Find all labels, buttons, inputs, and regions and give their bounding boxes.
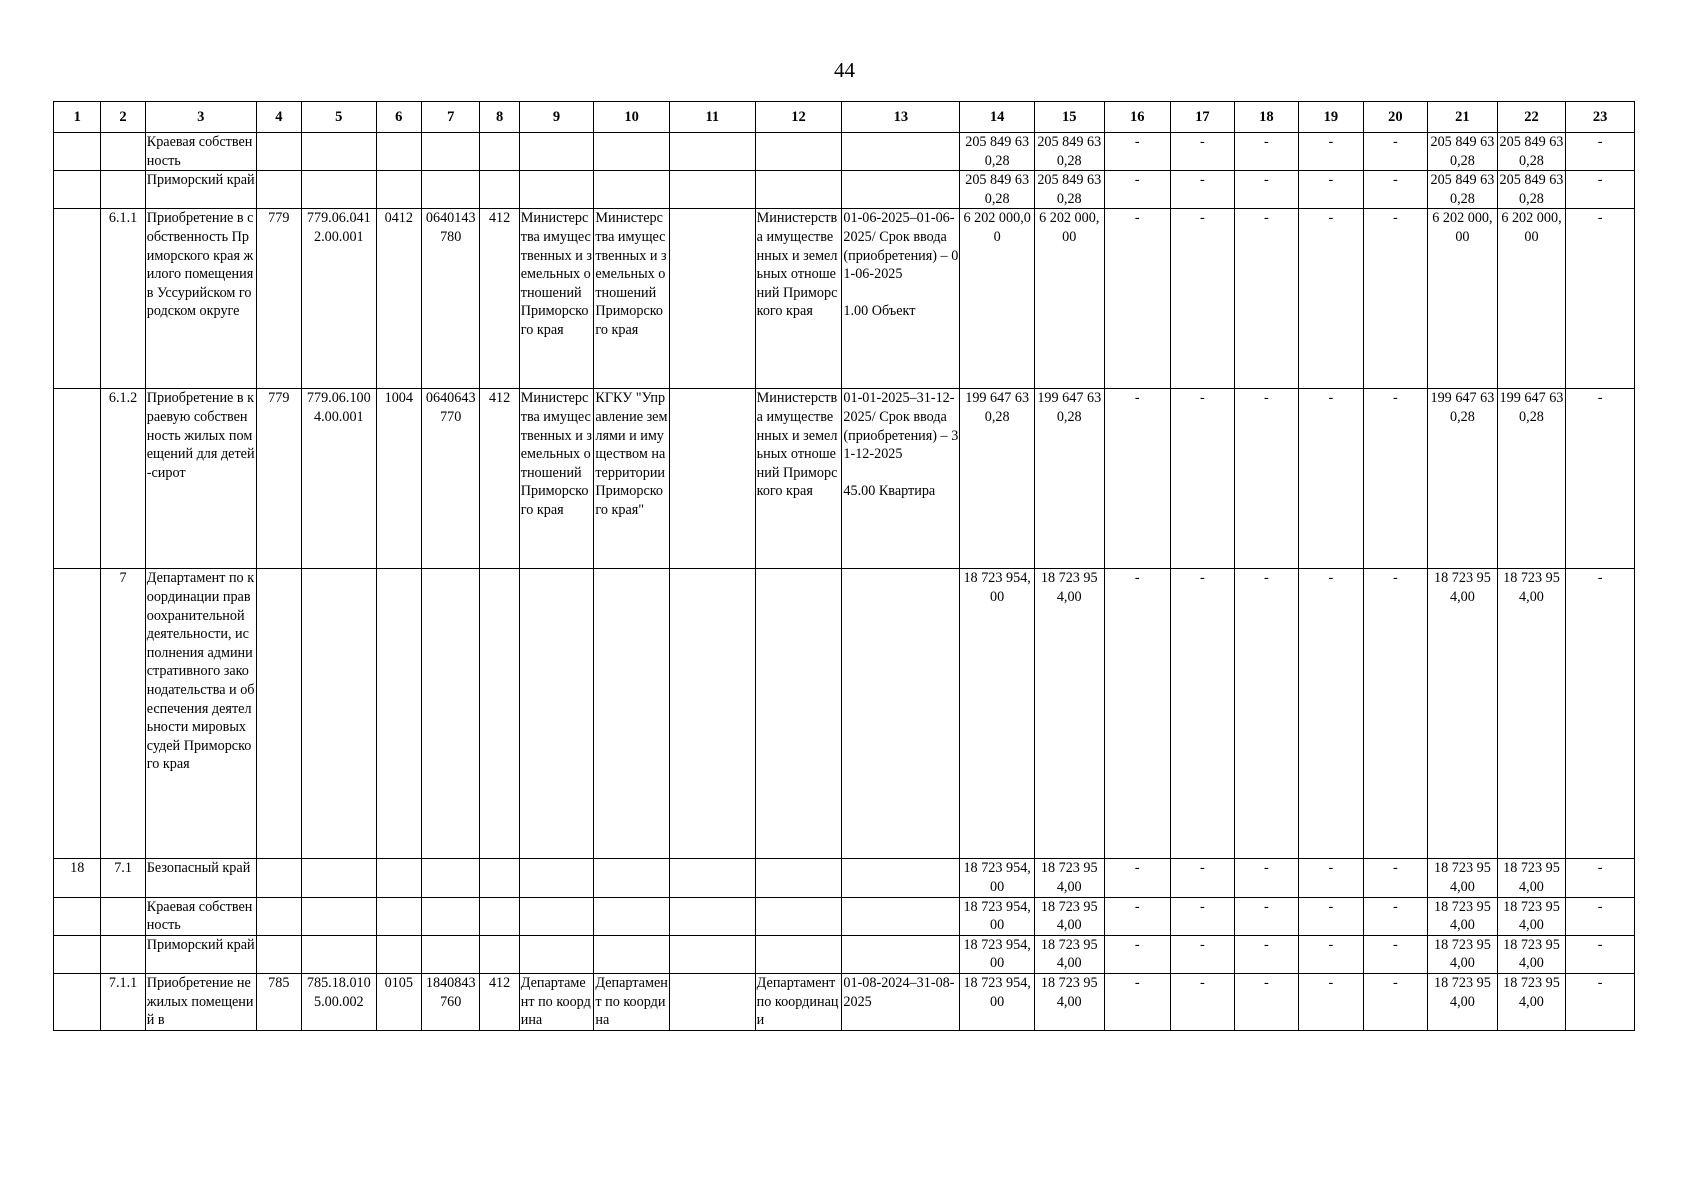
table-cell: 18 723 954,00 [1034,973,1104,1030]
table-cell: - [1363,389,1428,569]
column-header: 2 [101,102,145,133]
column-header: 6 [376,102,421,133]
table-cell [594,133,670,171]
table-cell: 6 202 000,00 [1497,209,1566,389]
table-cell [256,935,301,973]
column-header: 11 [669,102,755,133]
table-cell: 18 723 954,00 [1428,569,1498,859]
table-cell: 0640143780 [421,209,479,389]
table-cell [669,859,755,897]
table-cell: - [1234,133,1299,171]
table-cell: - [1234,569,1299,859]
table-cell [302,171,377,209]
table-cell [480,897,519,935]
column-header: 10 [594,102,670,133]
table-cell: Департамент по координа [594,973,670,1030]
table-cell [594,935,670,973]
table-cell [480,171,519,209]
table-cell [101,171,145,209]
table-cell [755,935,842,973]
header-row [54,102,1635,133]
table-cell [480,133,519,171]
table-cell: 779.06.1004.00.001 [302,389,377,569]
table-cell: 01-01-2025–31-12-2025/ Срок ввода (приобретения) – 31-12-2025 45.00 Квартира [842,389,960,569]
table-cell [519,171,594,209]
table-cell: - [1363,133,1428,171]
table-cell [842,897,960,935]
table-cell [256,171,301,209]
table-cell: Министерства имущественных и земельных отношений Приморского края [755,209,842,389]
table-cell: - [1234,897,1299,935]
table-cell: 7.1 [101,859,145,897]
column-header: 17 [1171,102,1235,133]
table-cell: 205 849 630,28 [960,133,1035,171]
table-cell [376,859,421,897]
table-cell [842,133,960,171]
table-cell: - [1234,171,1299,209]
table-cell [421,171,479,209]
table-cell [376,171,421,209]
table-cell: 18 723 954,00 [960,935,1035,973]
table-cell [755,859,842,897]
table-body [54,133,1635,1031]
table-cell: - [1566,171,1635,209]
table-cell: 18 723 954,00 [960,569,1035,859]
table-cell [519,569,594,859]
table-cell: - [1171,171,1235,209]
table-cell [54,897,101,935]
table-cell [480,859,519,897]
table-cell: 6 202 000,00 [1428,209,1498,389]
table-row [54,133,1635,171]
table-cell [669,569,755,859]
table-cell [669,973,755,1030]
table-cell: 7 [101,569,145,859]
table-cell: 205 849 630,28 [1428,133,1498,171]
table-cell [302,897,377,935]
table-cell: 18 723 954,00 [960,897,1035,935]
table-cell: 0105 [376,973,421,1030]
table-cell: - [1566,209,1635,389]
table-cell: 18 723 954,00 [1428,935,1498,973]
table-cell: - [1299,389,1364,569]
data-table [53,101,1635,1031]
table-row [54,209,1635,389]
table-cell: - [1363,935,1428,973]
table-cell: - [1104,569,1171,859]
table-cell: - [1566,133,1635,171]
table-cell: - [1299,973,1364,1030]
column-header: 4 [256,102,301,133]
table-cell: Министерства имущественных и земельных отношений Приморского края [519,209,594,389]
table-cell [519,859,594,897]
column-header: 14 [960,102,1035,133]
table-cell [256,569,301,859]
table-cell: 6 202 000,00 [1034,209,1104,389]
table-cell: - [1171,973,1235,1030]
table-cell: - [1363,171,1428,209]
table-cell: 205 849 630,28 [1034,171,1104,209]
table-cell [669,897,755,935]
table-cell [376,935,421,973]
table-cell: 18 723 954,00 [1034,897,1104,935]
table-cell [302,935,377,973]
table-cell [54,569,101,859]
table-cell: 412 [480,209,519,389]
table-cell: - [1171,935,1235,973]
table-cell: Министерства имущественных и земельных отношений Приморского края [755,389,842,569]
column-header: 1 [54,102,101,133]
table-row [54,897,1635,935]
column-header: 13 [842,102,960,133]
table-cell: 205 849 630,28 [1034,133,1104,171]
table-cell [594,897,670,935]
table-cell [302,859,377,897]
table-cell: - [1299,897,1364,935]
table-cell: - [1171,897,1235,935]
table-cell: - [1171,209,1235,389]
table-cell [54,171,101,209]
table-cell: - [1363,859,1428,897]
column-header: 9 [519,102,594,133]
table-cell: 6 202 000,00 [960,209,1035,389]
table-cell: 18 [54,859,101,897]
table-cell [669,171,755,209]
table-cell: 785.18.0105.00.002 [302,973,377,1030]
table-cell: - [1104,897,1171,935]
table-row [54,171,1635,209]
table-cell [669,935,755,973]
column-header: 19 [1299,102,1364,133]
table-cell: Безопасный край [145,859,256,897]
table-cell: - [1299,133,1364,171]
table-cell: 01-06-2025–01-06-2025/ Срок ввода (приобретения) – 01-06-2025 1.00 Объект [842,209,960,389]
table-cell: 199 647 630,28 [1428,389,1498,569]
table-cell: 785 [256,973,301,1030]
table-cell: 779 [256,389,301,569]
table-cell: - [1104,935,1171,973]
table-cell: - [1363,569,1428,859]
table-cell: - [1299,209,1364,389]
table-cell [376,133,421,171]
table-cell: 205 849 630,28 [960,171,1035,209]
table-cell: 18 723 954,00 [1497,897,1566,935]
table-cell [755,171,842,209]
table-cell [842,171,960,209]
table-cell [480,935,519,973]
table-cell: 18 723 954,00 [1497,973,1566,1030]
table-row [54,859,1635,897]
table-cell: 6.1.1 [101,209,145,389]
table-cell: 412 [480,389,519,569]
table-cell: 18 723 954,00 [960,859,1035,897]
table-cell [101,935,145,973]
table-cell: Департамент по координации правоохранительной деятельности, исполнения административного законодательства и обеспечения деятельности мировых судей Приморского края [145,569,256,859]
table-cell [594,171,670,209]
column-header: 12 [755,102,842,133]
table-cell: - [1104,171,1171,209]
table-cell: - [1363,973,1428,1030]
table-cell: - [1104,133,1171,171]
table-cell: - [1104,209,1171,389]
table-cell: 18 723 954,00 [1497,935,1566,973]
table-cell [421,133,479,171]
page-number: 44 [834,58,855,82]
table-cell [421,569,479,859]
table-cell: - [1171,859,1235,897]
table-cell: 205 849 630,28 [1497,171,1566,209]
table-cell [842,569,960,859]
table-cell: Краевая собственность [145,133,256,171]
table-cell: 18 723 954,00 [1497,859,1566,897]
table-cell [421,859,479,897]
column-header: 15 [1034,102,1104,133]
table-cell [594,859,670,897]
table-cell [302,133,377,171]
table-cell: - [1104,389,1171,569]
table-cell: Приобретение нежилых помещений в [145,973,256,1030]
table-cell [54,209,101,389]
table-cell: 7.1.1 [101,973,145,1030]
table-cell: Министерства имущественных и земельных отношений Приморского края [594,209,670,389]
table-cell: 1840843760 [421,973,479,1030]
table-cell: - [1566,389,1635,569]
table-cell: - [1234,935,1299,973]
table-cell: 199 647 630,28 [1497,389,1566,569]
table-cell [101,897,145,935]
table-row [54,935,1635,973]
table-cell [376,897,421,935]
table-cell [101,133,145,171]
table-cell: 199 647 630,28 [1034,389,1104,569]
table-cell: Приобретение в собственность Приморского края жилого помещения в Уссурийском городском округе [145,209,256,389]
table-cell: Краевая собственность [145,897,256,935]
table-cell [302,569,377,859]
table-cell [256,133,301,171]
table-cell: - [1234,389,1299,569]
column-header: 22 [1497,102,1566,133]
table-cell: - [1566,859,1635,897]
column-header: 23 [1566,102,1635,133]
table-cell: 18 723 954,00 [960,973,1035,1030]
table-cell: 18 723 954,00 [1428,897,1498,935]
table-cell: - [1171,389,1235,569]
table-cell: Министерства имущественных и земельных отношений Приморского края [519,389,594,569]
table-cell [842,935,960,973]
column-header: 16 [1104,102,1171,133]
table-cell [54,133,101,171]
table-cell: - [1299,569,1364,859]
table-cell: 199 647 630,28 [960,389,1035,569]
table-cell: КГКУ "Управление землями и имуществом на территории Приморского края" [594,389,670,569]
table-cell: 779.06.0412.00.001 [302,209,377,389]
table-cell: 205 849 630,28 [1497,133,1566,171]
table-cell: 412 [480,973,519,1030]
table-cell [519,897,594,935]
column-header: 20 [1363,102,1428,133]
table-cell: 6.1.2 [101,389,145,569]
table-cell: - [1566,935,1635,973]
column-header: 5 [302,102,377,133]
table-cell: - [1299,859,1364,897]
table-cell: Приобретение в краевую собственность жилых помещений для детей-сирот [145,389,256,569]
table-row [54,569,1635,859]
table-cell [669,389,755,569]
column-header: 18 [1234,102,1299,133]
table-cell [421,897,479,935]
table-cell [842,859,960,897]
table-cell [519,133,594,171]
table-cell [669,209,755,389]
table-cell [755,897,842,935]
table-cell: 18 723 954,00 [1428,859,1498,897]
column-header: 3 [145,102,256,133]
table-cell [54,389,101,569]
table-row [54,389,1635,569]
table-cell [376,569,421,859]
table-cell [755,569,842,859]
table-cell: - [1234,973,1299,1030]
table-cell: 18 723 954,00 [1428,973,1498,1030]
table-cell: - [1171,569,1235,859]
table-cell: 0412 [376,209,421,389]
table-cell [421,935,479,973]
table-cell: - [1566,897,1635,935]
table-cell: - [1566,973,1635,1030]
table-cell: - [1104,859,1171,897]
column-header: 21 [1428,102,1498,133]
table-cell: - [1566,569,1635,859]
table-cell: 18 723 954,00 [1034,935,1104,973]
table-cell: 18 723 954,00 [1034,859,1104,897]
table-cell [594,569,670,859]
table-cell: 18 723 954,00 [1497,569,1566,859]
table-cell: - [1234,859,1299,897]
table-cell [755,133,842,171]
table-cell: - [1299,171,1364,209]
table-cell: 1004 [376,389,421,569]
table-cell [256,897,301,935]
table-cell: 0640643770 [421,389,479,569]
table-cell [669,133,755,171]
table-cell: Департамент по координаци [755,973,842,1030]
table-cell: - [1104,973,1171,1030]
table-cell: 18 723 954,00 [1034,569,1104,859]
table-cell: Приморский край [145,171,256,209]
table-cell: 779 [256,209,301,389]
table-cell: 205 849 630,28 [1428,171,1498,209]
column-header: 7 [421,102,479,133]
table-cell [54,973,101,1030]
table-cell: - [1363,209,1428,389]
table-cell: Приморский край [145,935,256,973]
table-cell [54,935,101,973]
table-row [54,973,1635,1030]
table-cell: - [1299,935,1364,973]
table-cell [256,859,301,897]
table-cell: - [1234,209,1299,389]
table-cell: - [1363,897,1428,935]
table-cell [519,935,594,973]
table-cell: Департамент по координа [519,973,594,1030]
table-cell: 01-08-2024–31-08-2025 [842,973,960,1030]
table-cell: - [1171,133,1235,171]
table-cell [480,569,519,859]
column-header: 8 [480,102,519,133]
